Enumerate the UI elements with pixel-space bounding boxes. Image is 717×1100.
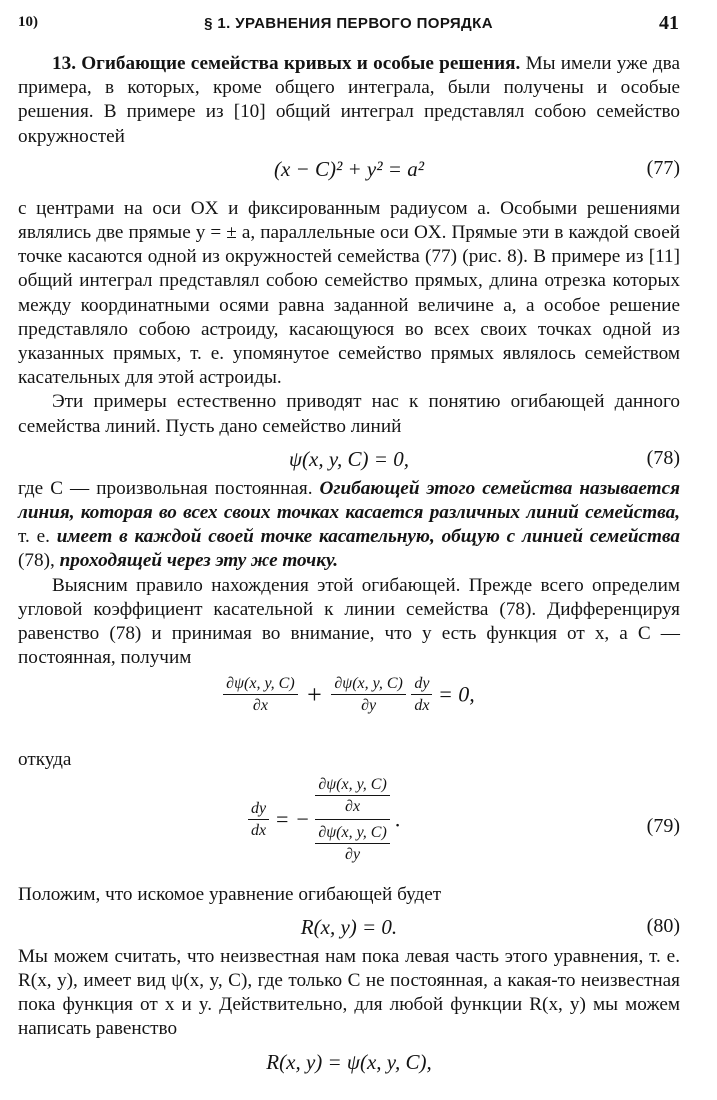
equals-minus: = − xyxy=(274,806,310,832)
fraction-term-1-num: ∂ψ(x, y, C) xyxy=(223,674,298,695)
envelope-definition-1: Огибающей этого семейства называется линия, которая во всех своих точках касается различных линий семейства, xyxy=(18,477,680,524)
equation-derivative-formula xyxy=(18,674,680,715)
equation-80-formula: R(x, y) = 0. xyxy=(300,914,398,939)
equation-77-formula: (x − C)² + y² = a² xyxy=(273,156,425,181)
equation-77-number: (77) xyxy=(646,156,680,179)
partial-x-num: ∂ψ(x, y, C) xyxy=(315,775,390,796)
fraction-term-3-num: dy xyxy=(411,674,432,695)
plus-sign: + xyxy=(307,679,322,709)
equation-77 xyxy=(18,149,680,197)
fraction-term-1-den: ∂x xyxy=(252,697,268,715)
envelope-definition-2: имеет в каждой своей точке касательную, общую с линией семейства xyxy=(56,526,680,548)
fraction-term-2-den: ∂y xyxy=(361,697,377,715)
equation-80-number: (80) xyxy=(646,914,680,937)
fraction-term-3-den: dx xyxy=(414,697,430,715)
dy-dx-fraction xyxy=(248,799,269,840)
envelope-definition-3: проходящей через эту же точку. xyxy=(59,550,339,572)
paragraph-3: Эти примеры естественно приводят нас к понятию огибающей данного семейства линий. Пусть дано семейство линий xyxy=(18,391,680,437)
equation-79-formula xyxy=(248,775,401,864)
paragraph-7: Положим, что искомое уравнение огибающей будет xyxy=(18,883,442,905)
page-number: 41 xyxy=(659,12,679,34)
fraction-term-3 xyxy=(411,674,432,715)
paragraph-4-part-b: т. е. xyxy=(18,526,57,548)
equation-79-number: (79) xyxy=(646,814,680,837)
paragraph-4 xyxy=(18,477,680,574)
paragraph-1-text: Мы имели уже два примера, в которых, кроме общего интеграла, были получены и особые решения. В примере из [10] общий интеграл представлял собою семейство окружностей xyxy=(18,53,680,147)
equation-79 xyxy=(18,773,680,883)
running-title: § 1. УРАВНЕНИЯ ПЕРВОГО ПОРЯДКА xyxy=(204,15,493,32)
equation-last-formula: R(x, y) = ψ(x, y, C), xyxy=(266,1049,432,1074)
page-body xyxy=(18,52,680,1080)
paragraph-6: откуда xyxy=(18,749,72,771)
paragraph-8: Мы можем считать, что неизвестная нам пока левая часть этого уравнения, т. е. R(x, y), имеет вид ψ(x, y, C), где только C не постоянная, а какая-то неизвестная пока функция от x и y. Действительно, для любой функции R(x, y) мы можем написать равенство xyxy=(18,945,680,1040)
compound-numerator xyxy=(315,775,390,820)
equation-derivative xyxy=(18,670,680,748)
paragraph-4-part-c: (78), xyxy=(18,550,60,572)
compound-denominator xyxy=(315,820,390,864)
equation-last xyxy=(18,1042,680,1080)
paragraph-5: Выясним правило нахождения этой огибающей. Прежде всего определим угловой коэффициент касательной к линии семейства (78). Дифференцируя равенство (78) и принимая во внимание, что y есть функция от x, а C — постоянная, получим xyxy=(18,574,680,669)
partial-y-fraction xyxy=(315,823,390,864)
equation-79-period: . xyxy=(395,806,401,832)
partial-x-den: ∂x xyxy=(345,797,361,815)
paragraph-2: с центрами на оси OX и фиксированным радиусом a. Особыми решениями являлись две прямые y = ± a, параллельные оси OX. Прямые эти в каждой своей точке касаются одной из окружностей семейства (77) (рис. 8). В примере из [11] общий интеграл представлял собою семейство прямых, длина отрезка которых между координатными осями равна заданной величине a, а особое решение представляло собою астроиду, касающуюся во всех своих точках одной из указанных прямых, т. е. упомянутое семейство прямых являлось семейством касательных для этой астроиды. xyxy=(18,197,680,389)
partial-y-num: ∂ψ(x, y, C) xyxy=(315,823,390,844)
compound-fraction xyxy=(315,775,390,864)
partial-y-den: ∂y xyxy=(345,845,361,863)
section-heading: 13. Огибающие семейства кривых и особые решения. xyxy=(52,53,521,74)
fraction-term-1 xyxy=(223,674,298,715)
fraction-term-2 xyxy=(331,674,406,715)
paragraph-4-part-a: где C — произвольная постоянная. xyxy=(18,477,320,499)
equation-derivative-rhs: = 0, xyxy=(437,681,475,707)
page-header xyxy=(18,12,679,38)
equation-78-number: (78) xyxy=(646,446,680,469)
dy-dx-den: dx xyxy=(251,821,267,839)
paragraph-1 xyxy=(18,52,680,149)
fraction-term-2-num: ∂ψ(x, y, C) xyxy=(331,674,406,695)
partial-x-fraction xyxy=(315,775,390,816)
equation-78 xyxy=(18,439,680,477)
equation-78-formula: ψ(x, y, C) = 0, xyxy=(289,446,409,471)
header-left-mark: 10) xyxy=(18,14,38,30)
dy-dx-num: dy xyxy=(248,799,269,820)
equation-80 xyxy=(18,907,680,945)
